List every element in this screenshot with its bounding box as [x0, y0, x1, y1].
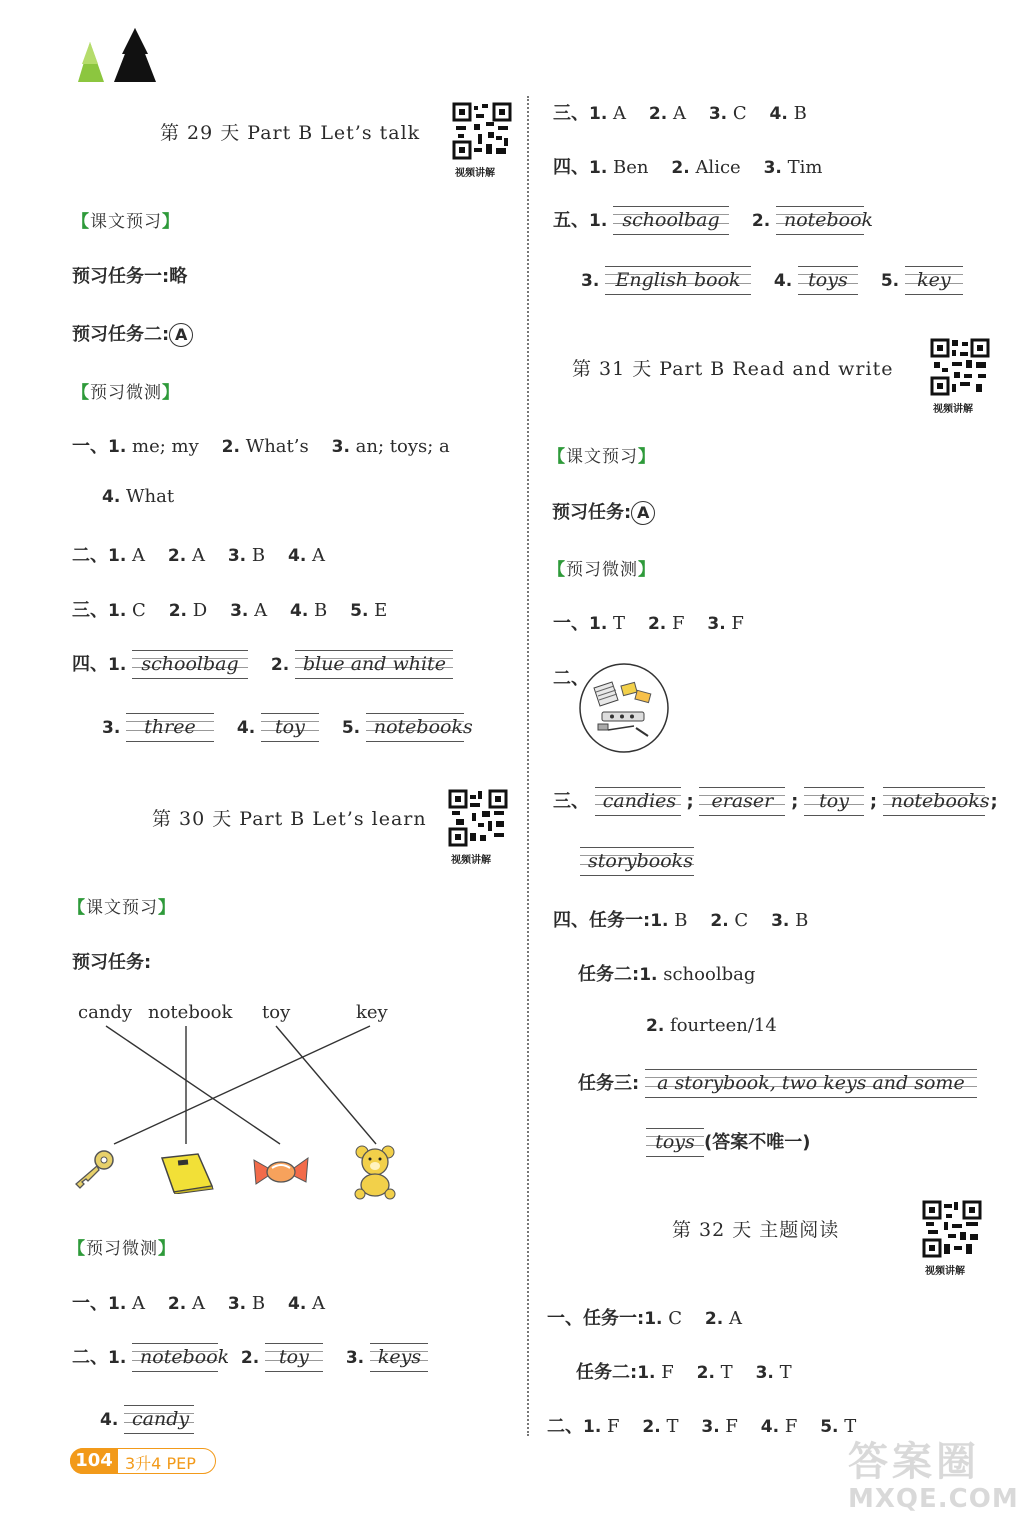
answer-row: 三、1. A 2. A 3. C 4. B [553, 103, 807, 124]
qr-label: 视频讲解 [925, 1266, 965, 1277]
answer-row: 3. three 4. toy 5. notebooks [102, 713, 464, 742]
answer-row: 一、1. A 2. A 3. B 4. A [72, 1293, 326, 1314]
page-number: 104 [70, 1448, 118, 1474]
answer-row: 一、1. T 2. F 3. F [553, 613, 744, 634]
answer-row: 任务二:1. F 2. T 3. T [576, 1362, 792, 1383]
day31-title: 第 31 天 Part B Read and write [572, 358, 894, 380]
match-word-toy: toy [262, 1002, 291, 1023]
match-word-key: key [356, 1002, 388, 1023]
answer-row: toys (答案不唯一) [646, 1128, 810, 1157]
answer-row: 三、 candies ; eraser ; toy ; notebooks ; [553, 787, 998, 816]
answer-row: 四、1. schoolbag 2. blue and white [72, 650, 453, 679]
qr-label: 视频讲解 [455, 168, 495, 179]
qr-code-icon [448, 789, 508, 847]
qr-code-icon [922, 1200, 982, 1258]
match-word-notebook: notebook [148, 1002, 233, 1023]
answer-row: 3. English book 4. toys 5. key [581, 266, 963, 295]
section-lesson-preview: 【课文预习】 [72, 212, 180, 232]
qr-code-icon [930, 338, 990, 396]
answer-row: 一、任务一:1. C 2. A [547, 1308, 742, 1329]
preview-task-1: 预习任务一:略 [72, 266, 188, 287]
column-divider [527, 96, 529, 1436]
tree-logo-icon [72, 26, 160, 84]
answer-row: 五、1. schoolbag 2. notebook [553, 206, 864, 235]
grade-label: 3升4 PEP [125, 1454, 196, 1473]
answer-row: 二、1. notebook 2. toy 3. keys [72, 1343, 428, 1372]
answer-row: storybooks [580, 847, 694, 876]
q2-label: 二、 [553, 668, 589, 689]
candy-icon [252, 1154, 310, 1188]
answer-row: 2. fourteen/14 [646, 1015, 777, 1036]
desk-items-illustration-icon [578, 662, 670, 754]
answer-row: 三、1. C 2. D 3. A 4. B 5. E [72, 600, 388, 621]
section-mini-test: 【预习微测】 [68, 1239, 176, 1259]
day29-title: 第 29 天 Part B Let’s talk [160, 122, 421, 144]
watermark: 答案圈 MXQE.COM [848, 1439, 1019, 1514]
section-mini-test: 【预习微测】 [548, 560, 656, 580]
qr-code-icon [452, 102, 512, 160]
preview-task: 预习任务: A [552, 498, 655, 525]
answer-row: 一、1. me; my 2. What’s 3. an; toys; a [72, 436, 450, 457]
day30-title: 第 30 天 Part B Let’s learn [152, 808, 427, 830]
teddy-bear-icon [350, 1144, 400, 1200]
page-number-badge [70, 1448, 216, 1474]
answer-row: 任务三: a storybook, two keys and some [578, 1069, 977, 1098]
qr-label: 视频讲解 [451, 855, 491, 866]
answer-row: 4. candy [100, 1405, 194, 1434]
answer-row: 四、任务一:1. B 2. C 3. B [553, 910, 809, 931]
section-lesson-preview: 【课文预习】 [548, 447, 656, 467]
section-lesson-preview: 【课文预习】 [68, 898, 176, 918]
key-icon [70, 1148, 118, 1190]
preview-task: 预习任务: [72, 952, 152, 973]
notebook-icon [158, 1152, 216, 1194]
answer-row: 4. What [102, 486, 175, 507]
answer-row: 四、1. Ben 2. Alice 3. Tim [553, 157, 823, 178]
day32-title: 第 32 天 主题阅读 [672, 1219, 840, 1241]
preview-task-2: 预习任务二: A [72, 320, 193, 347]
answer-row: 二、1. F 2. T 3. F 4. F 5. T [547, 1416, 857, 1437]
qr-label: 视频讲解 [933, 404, 973, 415]
answer-row: 二、1. A 2. A 3. B 4. A [72, 545, 326, 566]
section-mini-test: 【预习微测】 [72, 383, 180, 403]
answer-row: 任务二:1. schoolbag [578, 964, 756, 985]
match-word-candy: candy [78, 1002, 133, 1023]
